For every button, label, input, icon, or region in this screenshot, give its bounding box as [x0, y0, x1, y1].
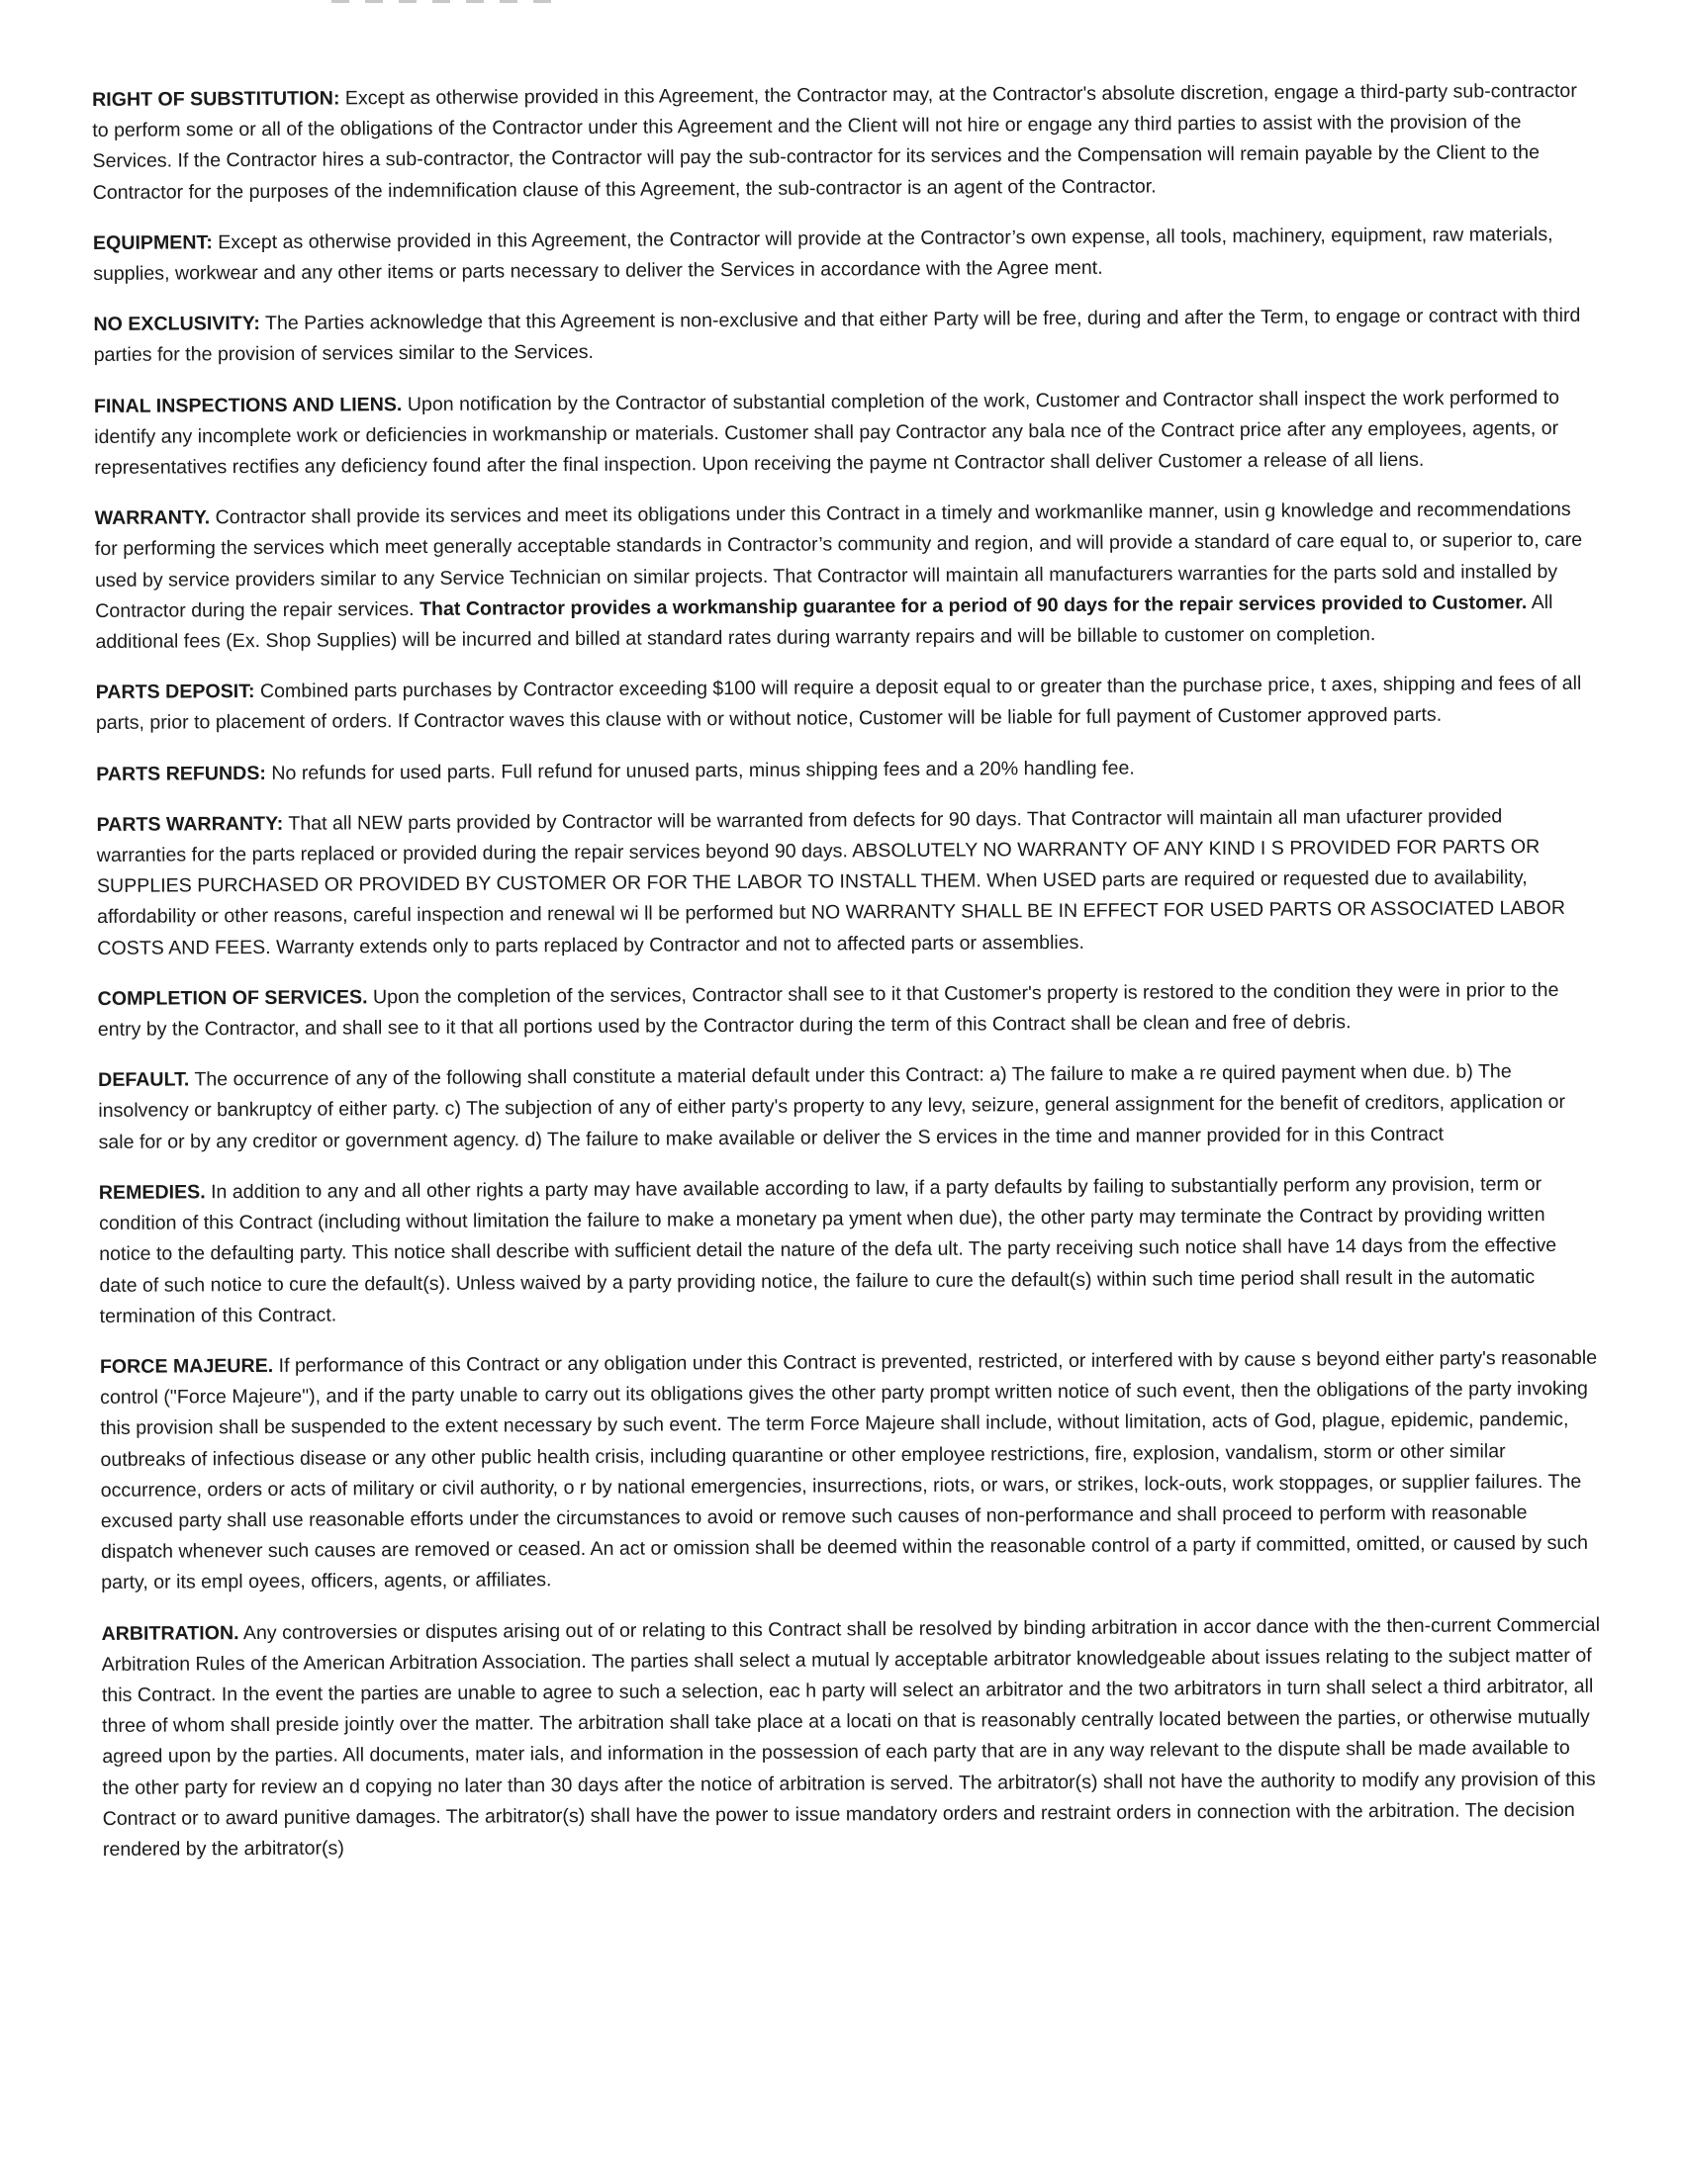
- clause-body: Combined parts purchases by Contractor exceeding $100 will require a deposit equal to or greater than the purchase price, t axes, shipping and fees of all parts, prior to placement of orders. If Contractor waves this clause with or without notice, Customer will be liable for full payment of Customer approved parts.: [95, 673, 1582, 735]
- clause-completion-of-services: [98, 975, 1597, 1046]
- clause-body: Upon notification by the Contractor of substantial completion of the work, Customer and Contractor shall inspect the work performed to identify any incomplete work or deficiencies in workmanship or materials. Customer shall pay Contractor any bala nce of the Contract price after any employees, agents, or representatives rectifies any deficiency found after the final inspection. Upon receiving the payme nt Contractor shall deliver Customer a release of all liens.: [94, 386, 1560, 480]
- clause-heading: PARTS DEPOSIT:: [95, 681, 255, 704]
- clause-parts-deposit: [96, 669, 1595, 740]
- clause-heading: RIGHT OF SUBSTITUTION:: [92, 87, 340, 111]
- clause-body: No refunds for used parts. Full refund for unused parts, minus shipping fees and a 20% handling fee.: [265, 757, 1135, 784]
- clause-body: The occurrence of any of the following shall constitute a material default under this Contract: a) The failure to make a re quired payment when due. b) The insolvency or bankruptcy of either party. c) The subjection of any of either party's property to any levy, seizure, general assignment for the benefit of creditors, application or sale for or by any creditor or government agency. d) The failure to make available or deliver the S ervices in the time and manner provided for in this Contract: [98, 1060, 1566, 1153]
- clause-heading: REMEDIES.: [98, 1181, 206, 1204]
- clause-heading: PARTS WARRANTY:: [96, 812, 284, 836]
- clause-body-continued: All additional fees (Ex. Shop Supplies) will be incurred and billed at standard rates during warranty repairs and will be billable to customer on completion.: [95, 591, 1553, 654]
- clause-body: In addition to any and all other rights a party may have available according to law, if a party defaults by failing to substantially perform any provision, term or condition of this Contract (including without limitation the failure to make a monetary pa yment when due), the other party may terminate the Contract by providing written notice to the defaulting party. This notice shall describe with sufficient detail the nature of the defa ult. The party receiving such notice shall have 14 days from the effective date of such notice to cure the default(s). Unless waived by a party providing notice, the failure to cure the default(s) within such time period shall result in the automatic termination of this Contract.: [98, 1172, 1557, 1327]
- clause-heading: WARRANTY.: [94, 506, 211, 530]
- clause-heading: DEFAULT.: [98, 1068, 190, 1092]
- scan-artifact: [331, 0, 559, 3]
- clause-heading: ARBITRATION.: [101, 1621, 239, 1645]
- clause-body: Contractor shall provide its services and meet its obligations under this Contract in a timely and workmanlike manner, usin g knowledge and recommendations for performing the services which meet generally acceptable standards in Contractor’s community and region, and will provide a standard of care equal to, or superior to, care used by service providers similar to any Service Technician on similar projects. That Contractor will maintain all manufacturers warranties for the parts sold and installed by Contractor during the repair services.: [94, 499, 1583, 622]
- clause-parts-warranty: [96, 801, 1596, 964]
- clause-heading: FINAL INSPECTIONS AND LIENS.: [93, 393, 403, 417]
- clause-equipment: [93, 220, 1592, 291]
- clause-final-inspections-and-liens: [94, 382, 1594, 484]
- contract-terms: [92, 76, 1602, 1885]
- clause-no-exclusivity: [93, 301, 1592, 372]
- clause-parts-refunds: [96, 750, 1595, 789]
- clause-warranty: [95, 495, 1595, 658]
- clause-heading: PARTS REFUNDS:: [96, 762, 266, 785]
- clause-arbitration: [101, 1609, 1601, 1866]
- clause-body: If performance of this Contract or any obligation under this Contract is prevented, restricted, or interfered with by cause s beyond either party's reasonable control ("Force Majeure"), and if the party unable to carry out its obligations gives the other party prompt written notice of such event, then the obligations of the party invoking this provision shall be suspended to the extent necessary by such event. The term Force Majeure shall include, without limitation, acts of God, plague, epidemic, pandemic, outbreaks of infectious disease or any other public health crisis, including quarantine or other employee restrictions, fire, explosion, vandalism, storm or other similar occurrence, orders or acts of military or civil authority, o r by national emergencies, insurrections, riots, or wars, or strikes, lock-outs, work stoppages, or supplier failures. The excused party shall use reasonable efforts under the circumstances to avoid or remove such causes of non-performance and shall proceed to perform with reasonable dispatch whenever such causes are removed or ceased. An act or omission shall be deemed within the reasonable control of a party if committed, omitted, or caused by such party, or its empl oyees, officers, agents, or affiliates.: [100, 1346, 1598, 1594]
- clause-body: The Parties acknowledge that this Agreement is non-exclusive and that either Party will be free, during and after the Term, to engage or contract with third parties for the provision of services similar to the Services.: [93, 305, 1581, 367]
- clause-heading: COMPLETION OF SERVICES.: [97, 986, 368, 1010]
- clause-body: Any controversies or disputes arising out of or relating to this Contract shall be resolved by binding arbitration in accor dance with the then-current Commercial Arbitration Rules of the American Arbitration Association. The parties shall select a mutual ly acceptable arbitrator knowledgeable about issues relating to the subject matter of this Contract. In the event the parties are unable to agree to such a selection, eac h party will select an arbitrator and the two arbitrators in turn shall select a third arbitrator, all three of whom shall preside jointly over the matter. The arbitration shall take place at a locati on that is reasonably centrally located between the parties, or otherwise mutually agreed upon by the parties. All documents, mater ials, and information in the possession of each party that are in any way relevant to the dispute shall be made available to the other party for review an d copying no later than 30 days after the notice of arbitration is served. The arbitrator(s) shall not have the authority to modify any provision of this Contract or to award punitive damages. The arbitrator(s) shall have the power to issue mandatory orders and restraint orders in connection with the arbitration. The decision rendered by the arbitrator(s): [101, 1613, 1601, 1861]
- clause-heading: NO EXCLUSIVITY:: [93, 313, 260, 336]
- clause-body: Upon the completion of the services, Contractor shall see to it that Customer's property is restored to the condition they were in prior to the entry by the Contractor, and shall see to it that all portions used by the Contractor during the term of this Contract shall be clean and free of debris.: [97, 978, 1559, 1042]
- clause-right-of-substitution: [92, 76, 1592, 209]
- clause-force-majeure: [100, 1343, 1600, 1599]
- clause-body: Except as otherwise provided in this Agreement, the Contractor may, at the Contractor's absolute discretion, engage a third-party sub-contractor to perform some or all of the obligations of the Contractor under this Agreement and the Client will not hire or engage any third parties to assist with the provision of the Services. If the Contractor hires a sub-contractor, the Contractor will pay the sub-contractor for its services and the Compensation will remain payable by the Client to the Contractor for the purposes of the indemnification clause of this Agreement, the sub-contractor is an agent of the Contractor.: [92, 79, 1577, 204]
- clause-bold-guarantee: That Contractor provides a workmanship guarantee for a period of 90 days for the repair services provided to Customer.: [419, 591, 1528, 620]
- clause-default: [98, 1056, 1598, 1158]
- clause-body: That all NEW parts provided by Contractor will be warranted from defects for 90 days. That Contractor will maintain all man ufacturer provided warranties for the parts replaced or provided during the repair services beyond 90 days. ABSOLUTELY NO WARRANTY OF ANY KIND I S PROVIDED FOR PARTS OR SUPPLIES PURCHASED OR PROVIDED BY CUSTOMER OR FOR THE LABOR TO INSTALL THEM. When USED parts are required or requested due to availability, affordability or other reasons, careful inspection and renewal wi ll be performed but NO WARRANTY SHALL BE IN EFFECT FOR USED PARTS OR ASSOCIATED LABOR COSTS AND FEES. Warranty extends only to parts replaced by Contractor and not to affected parts or assemblies.: [96, 805, 1566, 959]
- clause-heading: EQUIPMENT:: [92, 231, 213, 254]
- clause-body: Except as otherwise provided in this Agreement, the Contractor will provide at the Contractor’s own expense, all tools, machinery, equipment, raw materials, supplies, workwear and any other items or parts necessary to deliver the Services in accordance with the Agree ment.: [93, 223, 1553, 286]
- clause-remedies: [99, 1169, 1599, 1332]
- clause-heading: FORCE MAJEURE.: [99, 1354, 274, 1378]
